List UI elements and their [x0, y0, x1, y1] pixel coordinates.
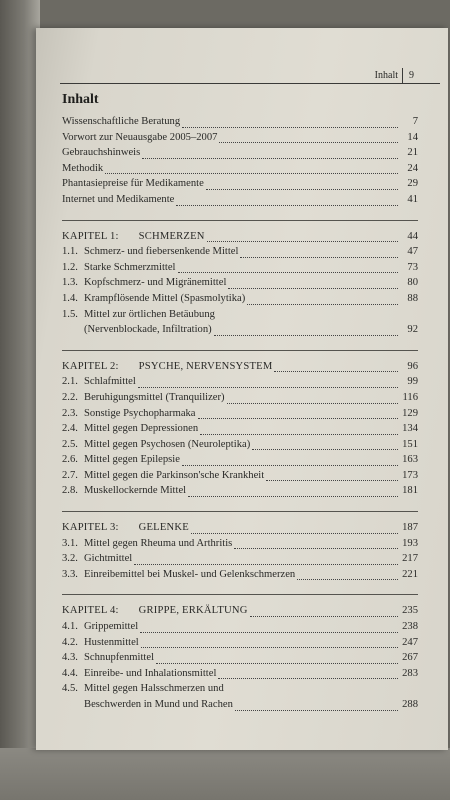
dot-leader	[178, 272, 399, 273]
entry-title: Kopfschmerz- und Migränemittel	[84, 277, 227, 289]
dot-leader	[274, 371, 398, 372]
entry-page: 193	[402, 537, 418, 549]
entry-page: 24	[407, 162, 418, 174]
entry-page: 99	[407, 376, 418, 388]
entry-number: 2.3.	[62, 407, 78, 419]
toc-entry	[62, 132, 418, 148]
running-header-separator	[402, 68, 403, 83]
toc-entry	[62, 423, 418, 439]
entry-page: 163	[402, 454, 418, 466]
toc-entry	[62, 621, 418, 637]
dot-leader	[200, 434, 398, 435]
chapter-label: KAPITEL 1:	[62, 230, 119, 242]
toc-entry	[62, 163, 418, 179]
toc-entry-continuation	[62, 699, 418, 715]
book-page	[36, 28, 448, 750]
entry-title: Schmerz- und fiebersenkende Mittel	[84, 246, 239, 258]
dot-leader	[105, 173, 398, 174]
entry-page: 7	[412, 116, 418, 127]
dot-leader	[266, 480, 398, 481]
header-rule	[60, 83, 440, 84]
entry-number: 2.6.	[62, 454, 78, 466]
entry-title: Mittel zur örtlichen Betäubung	[84, 308, 215, 320]
entry-page: 21	[407, 147, 418, 159]
chapter-title: GRIPPE, ERKÄLTUNG	[138, 605, 248, 617]
section-divider	[62, 350, 418, 351]
entry-title: Mittel gegen Epilepsie	[84, 454, 180, 466]
entry-page: 47	[407, 246, 418, 258]
toc-entry	[62, 262, 418, 278]
toc-entry	[62, 569, 418, 585]
entry-page: 267	[402, 652, 418, 664]
chapter-title: SCHMERZEN	[138, 230, 205, 242]
entry-number: 4.3.	[62, 652, 78, 664]
entry-page: 288	[402, 699, 418, 710]
dot-leader	[206, 189, 398, 190]
toc-entry	[62, 668, 418, 684]
toc-entry	[62, 309, 418, 325]
toc-entry	[62, 392, 418, 408]
entry-title: Starke Schmerzmittel	[84, 261, 176, 273]
entry-page: 92	[407, 324, 418, 336]
entry-page: 238	[402, 621, 418, 633]
entry-number: 1.5.	[62, 308, 78, 320]
entry-number: 2.4.	[62, 423, 78, 435]
toc-entry	[62, 538, 418, 554]
entry-page: 41	[407, 193, 418, 205]
toc-entry	[62, 637, 418, 653]
toc-entry	[62, 246, 418, 262]
entry-number: 1.3.	[62, 277, 78, 289]
entry-title: Wissenschaftliche Beratung	[62, 116, 181, 127]
entry-page: 187	[402, 522, 418, 534]
entry-page: 80	[407, 277, 418, 289]
toc-entry	[62, 293, 418, 309]
entry-title: Mittel gegen Rheuma und Arthritis	[84, 537, 233, 549]
entry-number: 4.5.	[62, 683, 78, 695]
dot-leader	[234, 548, 398, 549]
entry-page: 88	[407, 292, 418, 304]
entry-page: 151	[402, 438, 418, 450]
entry-title: Einreibe- und Inhalationsmittel	[84, 667, 217, 679]
entry-page: 181	[402, 485, 418, 497]
chapter-label: KAPITEL 3:	[62, 522, 119, 534]
entry-title: Mittel gegen Depressionen	[84, 423, 199, 435]
running-header-label: Inhalt	[374, 70, 398, 81]
page-number: 9	[409, 70, 414, 81]
dot-leader	[297, 579, 398, 580]
dot-leader	[138, 387, 398, 388]
dot-leader	[214, 335, 398, 336]
dot-leader	[247, 304, 398, 305]
toc-entry	[62, 470, 418, 486]
dot-leader	[198, 418, 398, 419]
entry-title: Gebrauchshinweis	[62, 147, 141, 159]
entry-number: 2.7.	[62, 469, 78, 481]
dot-leader	[191, 533, 398, 534]
entry-page: 73	[407, 261, 418, 273]
table-of-contents	[62, 116, 418, 715]
entry-title: Muskellockernde Mittel	[84, 485, 187, 497]
entry-page: 96	[407, 360, 418, 372]
entry-title: Sonstige Psychopharmaka	[84, 407, 196, 419]
entry-page: 247	[402, 636, 418, 648]
toc-entry	[62, 376, 418, 392]
entry-number: 1.2.	[62, 261, 78, 273]
toc-entry	[62, 553, 418, 569]
dot-leader	[188, 496, 398, 497]
entry-title: Mittel gegen Halsschmerzen und	[84, 683, 224, 695]
entry-page: 283	[402, 667, 418, 679]
entry-page: 44	[407, 230, 418, 242]
dot-leader	[140, 632, 398, 633]
chapter-heading	[62, 231, 418, 247]
toc-entry	[62, 147, 418, 163]
entry-number: 2.8.	[62, 485, 78, 497]
toc-entry	[62, 454, 418, 470]
entry-page: 217	[402, 553, 418, 565]
entry-page: 173	[402, 469, 418, 481]
dot-leader	[228, 288, 398, 289]
toc-entry	[62, 683, 418, 699]
chapter-heading	[62, 361, 418, 377]
entry-title: Vorwort zur Neuausgabe 2005–2007	[62, 131, 218, 143]
dot-leader	[235, 710, 398, 711]
entry-number: 1.4.	[62, 292, 78, 304]
toc-entry	[62, 485, 418, 501]
toc-entry	[62, 652, 418, 668]
running-header	[36, 68, 448, 84]
dot-leader	[182, 127, 398, 128]
dot-leader	[250, 616, 398, 617]
entry-number: 3.2.	[62, 553, 78, 565]
entry-title: (Nervenblockade, Infiltration)	[84, 324, 212, 336]
toc-entry	[62, 178, 418, 194]
entry-number: 2.2.	[62, 391, 78, 403]
dot-leader	[156, 663, 398, 664]
entry-title: Schlafmittel	[84, 376, 136, 388]
entry-title: Beschwerden in Mund und Rachen	[84, 699, 233, 710]
entry-number: 3.1.	[62, 537, 78, 549]
entry-title: Beruhigungsmittel (Tranquilizer)	[84, 391, 225, 403]
dot-leader	[207, 241, 398, 242]
toc-entry	[62, 408, 418, 424]
entry-number: 4.4.	[62, 667, 78, 679]
section-divider	[62, 220, 418, 221]
dot-leader	[176, 205, 398, 206]
toc-entry	[62, 439, 418, 455]
dot-leader	[252, 449, 398, 450]
entry-number: 2.5.	[62, 438, 78, 450]
chapter-label: KAPITEL 4:	[62, 605, 119, 617]
entry-page: 221	[402, 568, 418, 580]
chapter-title: PSYCHE, NERVENSYSTEM	[138, 360, 273, 372]
dot-leader	[218, 678, 398, 679]
dot-leader	[219, 142, 398, 143]
entry-number: 4.2.	[62, 636, 78, 648]
chapter-heading	[62, 605, 418, 621]
dot-leader	[182, 465, 398, 466]
entry-page: 235	[402, 605, 418, 617]
entry-title: Phantasiepreise für Medikamente	[62, 178, 204, 190]
entry-title: Krampflösende Mittel (Spasmolytika)	[84, 292, 246, 304]
chapter-heading	[62, 522, 418, 538]
toc-entry-continuation	[62, 324, 418, 340]
entry-title: Schnupfenmittel	[84, 652, 155, 664]
entry-number: 2.1.	[62, 376, 78, 388]
dot-leader	[227, 403, 398, 404]
entry-title: Mittel gegen Psychosen (Neuroleptika)	[84, 438, 251, 450]
dot-leader	[240, 257, 398, 258]
table-surface	[0, 748, 450, 800]
chapter-label: KAPITEL 2:	[62, 360, 119, 372]
dot-leader	[142, 158, 398, 159]
dot-leader	[134, 564, 398, 565]
entry-page: 29	[407, 178, 418, 190]
entry-page: 134	[402, 423, 418, 435]
chapter-title: GELENKE	[138, 522, 189, 534]
entry-title: Hustenmittel	[84, 636, 139, 648]
entry-title: Mittel gegen die Parkinson'sche Krankheit	[84, 469, 265, 481]
page-title: Inhalt	[62, 92, 99, 107]
entry-title: Einreibemittel bei Muskel- und Gelenkschmerzen	[84, 568, 296, 580]
entry-title: Grippemittel	[84, 621, 139, 633]
entry-number: 3.3.	[62, 568, 78, 580]
book-spine-shadow	[0, 0, 40, 800]
section-divider	[62, 511, 418, 512]
entry-number: 4.1.	[62, 621, 78, 633]
toc-entry	[62, 194, 418, 210]
dot-leader	[141, 647, 398, 648]
toc-entry	[62, 116, 418, 132]
section-divider	[62, 594, 418, 595]
entry-title: Methodik	[62, 162, 104, 174]
entry-title: Gichtmittel	[84, 553, 133, 565]
entry-page: 129	[402, 407, 418, 419]
entry-page: 116	[402, 391, 418, 403]
entry-title: Internet und Medikamente	[62, 193, 175, 205]
toc-entry	[62, 277, 418, 293]
entry-number: 1.1.	[62, 246, 78, 258]
entry-page: 14	[407, 131, 418, 143]
